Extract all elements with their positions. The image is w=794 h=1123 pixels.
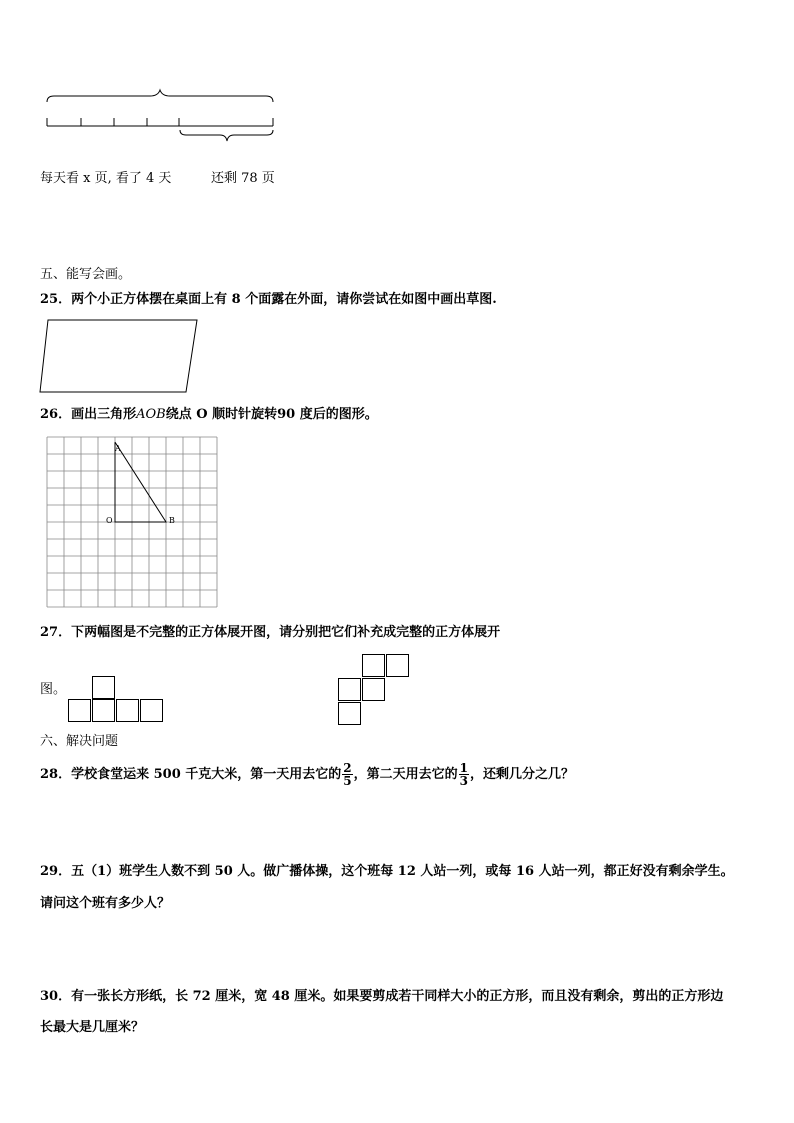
fraction-1-3: $\frac{1}{3}$ (459, 761, 469, 788)
coordinate-grid (46, 436, 218, 608)
question-number: 30． (40, 989, 72, 1004)
section-6-heading: 六、解决问题 (40, 734, 119, 749)
question-28: 28．学校食堂运来 500 千克大米，第一天用去它的 $\frac{2}{5}$ ，第二天用去它的 $\frac{1}{3}$ ，还剩几分之几？ (40, 761, 575, 788)
parallelogram-figure (40, 318, 200, 398)
math-aob: AOB (136, 407, 166, 422)
bottom-brace (180, 130, 273, 141)
question-number: 26． (40, 407, 72, 422)
question-number: 27． (40, 625, 72, 640)
diagram-left-label: 每天看 x 页, 看了 4 天 (40, 171, 172, 186)
question-27: 27．下两幅图是不完整的正方体展开图，请分别把它们补充成完整的正方体展开 (40, 625, 501, 640)
question-29: 29．五（1）班学生人数不到 50 人。做广播体操，这个班每 12 人站一列，或每 16 人站一列，都正好没有剩余学生。 (40, 864, 734, 879)
fraction-2-5: $\frac{2}{5}$ (343, 761, 352, 788)
question-25 (40, 291, 497, 309)
label-A: A (115, 444, 121, 453)
top-brace (47, 90, 273, 102)
segment-diagram (40, 88, 280, 148)
question-29-line2: 请问这个班有多少人？ (40, 896, 171, 911)
section-5-heading: 五、能写会画。 (40, 267, 132, 282)
question-30-line2: 长最大是几厘米？ (40, 1020, 145, 1035)
question-27-line2: 图。 (40, 682, 67, 697)
question-number: 25． (40, 292, 72, 307)
label-B: B (169, 516, 175, 525)
question-30: 30．有一张长方形纸，长 72 厘米，宽 48 厘米。如果要剪成若干同样大小的正方形，而且没有剩余，剪出的正方形边 (40, 989, 724, 1004)
diagram-right-label: 还剩 78 页 (211, 171, 275, 186)
question-text: 两个小正方体摆在桌面上有 8 个面露在外面，请你尝试在如图中画出草图. (71, 292, 497, 307)
question-number: 29． (40, 864, 72, 879)
question-26: 26．画出三角形AOB绕点 O 顺时针旋转90 度后的图形。 (40, 407, 378, 422)
question-number: 28． (40, 767, 72, 782)
label-O: O (106, 516, 113, 525)
